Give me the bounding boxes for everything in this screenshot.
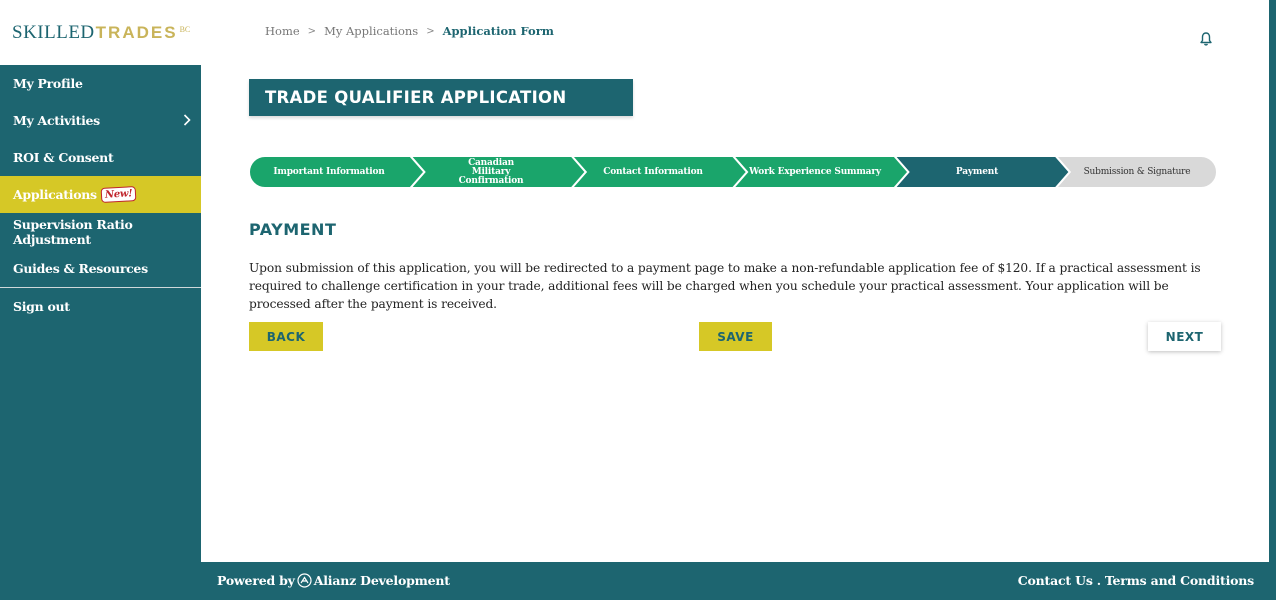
footer-links — [1018, 573, 1254, 588]
sidebar-item-label: ROI & Consent — [13, 150, 114, 165]
next-button[interactable]: NEXT — [1148, 322, 1221, 351]
breadcrumb — [265, 24, 554, 38]
sidebar-item-label: My Activities — [13, 113, 100, 128]
breadcrumb-current: Application Form — [442, 24, 554, 38]
sidebar — [0, 65, 201, 600]
back-button[interactable]: BACK — [249, 322, 323, 351]
save-button[interactable]: SAVE — [699, 322, 772, 351]
page-title: TRADE QUALIFIER APPLICATION — [249, 79, 633, 116]
sidebar-item-sign-out[interactable] — [0, 288, 201, 325]
scrollbar-track[interactable] — [1269, 0, 1276, 600]
sidebar-item-applications[interactable] — [0, 176, 201, 213]
chevron-right-icon — [183, 114, 191, 126]
breadcrumb-separator: > — [307, 25, 317, 37]
section-title: PAYMENT — [249, 220, 337, 239]
logo-text-bc: BC — [179, 25, 191, 34]
breadcrumb-home[interactable]: Home — [265, 24, 300, 38]
sidebar-item-label: Supervision Ratio Adjustment — [13, 216, 133, 247]
contact-us-link[interactable]: Contact Us — [1017, 573, 1093, 588]
brand-logo[interactable] — [0, 0, 201, 65]
sidebar-item-label: Sign out — [13, 299, 70, 314]
footer-separator: . — [1096, 573, 1101, 588]
step-contact-information[interactable]: Contact Information — [603, 166, 703, 177]
breadcrumb-my-applications[interactable]: My Applications — [324, 24, 419, 38]
sidebar-item-label: My Profile — [13, 76, 83, 91]
sidebar-item-my-profile[interactable] — [0, 65, 201, 102]
sidebar-item-supervision-ratio[interactable] — [0, 213, 201, 250]
sidebar-item-my-activities[interactable] — [0, 102, 201, 139]
sidebar-item-label: Guides & Resources — [13, 261, 148, 276]
logo-text-trades: TRADES — [95, 22, 178, 42]
alianz-logo-icon — [297, 573, 312, 588]
section-body: Upon submission of this application, you will be redirected to a payment page to make a non-refundable application fee of $120. If a practical assessment is required to challenge certification in your trade, additional fees will be charged when you schedule your practical assessment. Your application will be processed after the payment is received. — [249, 261, 1201, 311]
step-payment[interactable]: Payment — [955, 166, 999, 177]
bell-icon[interactable] — [1198, 31, 1214, 47]
footer-powered-by — [217, 573, 450, 588]
terms-link[interactable]: Terms and Conditions — [1104, 573, 1254, 588]
step-canadian-military-confirmation[interactable]: Canadian Military Confirmation — [458, 157, 524, 186]
step-work-experience-summary[interactable]: Work Experience Summary — [749, 166, 881, 177]
step-submission-signature[interactable]: Submission & Signature — [1083, 166, 1191, 177]
step-important-information[interactable]: Important Information — [273, 166, 385, 177]
progress-stepper — [249, 156, 1217, 188]
sidebar-item-guides-resources[interactable] — [0, 250, 201, 287]
footer — [201, 562, 1269, 600]
sidebar-item-label: Applications — [13, 187, 97, 202]
company-link[interactable]: Alianz Development — [313, 573, 450, 588]
new-badge: New! — [100, 186, 136, 203]
powered-by-label: Powered by — [217, 573, 295, 588]
logo-text-skilled: SKILLED — [12, 21, 95, 43]
sidebar-item-roi-consent[interactable] — [0, 139, 201, 176]
breadcrumb-separator: > — [426, 25, 435, 37]
